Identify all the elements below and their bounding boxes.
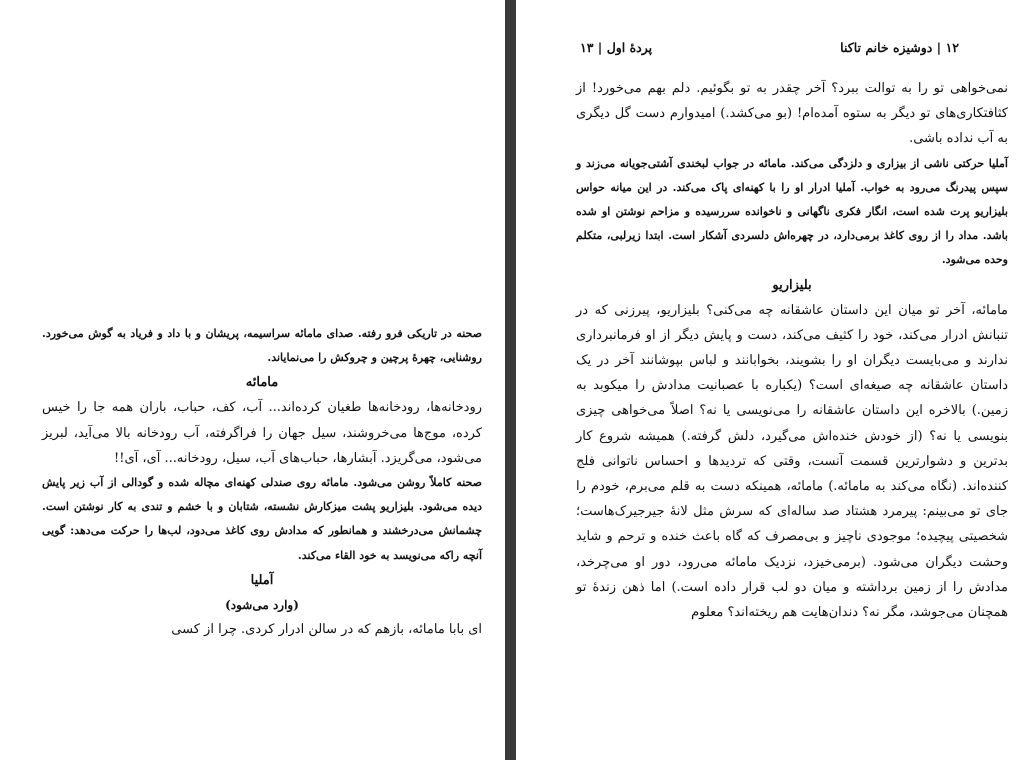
- dialogue: ای بابا مامائه، بازهم که در سالن ادرار کردی. چرا از کسی: [171, 621, 482, 637]
- right-page-body: [576, 76, 1008, 625]
- parenthetical: (وارد می‌شود): [225, 597, 299, 612]
- dialogue: مامائه، آخر تو میان این داستان عاشقانه چه می‌کنی؟ بلیزاریو، پیرزنی که در تنبانش ادرار می‌کند، خود را کثیف می‌کند، دست و پایش دیگر از او فرمانبرداری ندارند و می‌بایست دیگران او را بشویند، بخوابانند و لباس بپوشانند آخر در یک داستان عاشقانه چه صیغه‌ای است؟ (یکباره با عصبانیت مدادش را میکوبد به زمین.) بالاخره این داستان عاشقانه را می‌نویسی یا نه؟ اصلاً می‌خواهی چیزی بنویسی یا نه؟ (از خودش خنده‌اش می‌گیرد، دلش گرفته.) همیشه شروع کار بدترین و دشوارترین قسمت آنست، وقتی که تردیدها و احساس ناتوانی فلج کننده‌اند. (نگاه می‌کند به مامائه.) مامائه، همینکه دست به قلم می‌برم، خودم را جای تو می‌بینم: پیرمرد هشتاد صد ساله‌ای که سرش مثل لانهٔ جیرجیرک‌هاست؛ شخصیتی پیچیده؛ موجودی ناچیز و بی‌مصرف که گاه باعث خنده و ترحم و شاید وحشت دیگران می‌شود. (برمی‌خیزد، نزدیک مامائه می‌رود، دور او می‌چرخد، مدادش را از زمین برداشته و میان دو لب قرار داده است.) اما ذهن زندهٔ تو همچنان می‌جوشد، مگر نه؟ دندان‌هایت هم ریخته‌اند؟ معلوم: [576, 302, 1008, 621]
- right-page-header: پردهٔ اول | ۱۳: [580, 40, 653, 55]
- left-page-body: [42, 322, 482, 642]
- left-page-header: ۱۲ | دوشیزه خانم تاکنا: [840, 40, 959, 55]
- stage-direction: صحنه کاملاً روشن می‌شود. مامائه روی صندلی کهنه‌ای مچاله شده و گودالی از آب زیر پایش دیده می‌شود. بلیزاریو پشت میزکارش نشسته، شتابان و با خشم و تندی به کار نوشتن است. چشمانش می‌درخشند و همانطور که مدادش روی کاغذ می‌دود، لب‌ها را حرکت می‌دهد: گویی آنچه راکه می‌نویسد به خود القاء می‌کند.: [42, 476, 482, 562]
- stage-direction: صحنه در تاریکی فرو رفته. صدای مامائه سراسیمه، پریشان و با داد و فریاد به گوش می‌خورد. روشنایی، چهرهٔ پرچین و چروکش را می‌نمایاند.: [42, 327, 482, 365]
- character-name: آملیا: [250, 572, 274, 588]
- book-gutter: [505, 0, 516, 760]
- character-name: مامائه: [245, 375, 279, 391]
- dialogue: رودخانه‌ها، رودخانه‌ها طغیان کرده‌اند... آب، کف، حباب، باران همه جا را خیس کرده، موج‌ها می‌خروشند، سیل جهان را فراگرفته، آب رودخانه بالا می‌آید، لبریز می‌شود، می‌گریزد. آبشارها، حباب‌های آب، سیل، رودخانه... آی، آی!!: [42, 400, 482, 466]
- dialogue: نمی‌خواهی تو را به توالت ببرد؟ آخر چقدر به تو بگوئیم. دلم بهم می‌خورد! از کثافتکاری‌های تو دیگر به ستوه آمده‌ام! (بو می‌کشد.) امیدوارم دست گل دیگری به آب نداده باشی.: [576, 81, 1008, 147]
- stage-direction: آملیا حرکتی ناشی از بیزاری و دلزدگی می‌کند. مامائه در جواب لبخندی آشتی‌جویانه می‌زند و سپس پیدرنگ می‌رود به خواب. آملیا ادرار او را با کهنه‌ای پاک می‌کند. در این میانه حواس بلیزاریو پرت شده است، انگار فکری ناگهانی و ناخوانده سررسیده و مزاحم نوشتن او شده باشد. مداد را از روی کاغذ برمی‌دارد، در چهره‌اش دلسردی آشکار است. ابتدا زیرلبی، متکلم وحده می‌شود.: [576, 156, 1008, 267]
- character-name: بلیزاریو: [772, 277, 812, 293]
